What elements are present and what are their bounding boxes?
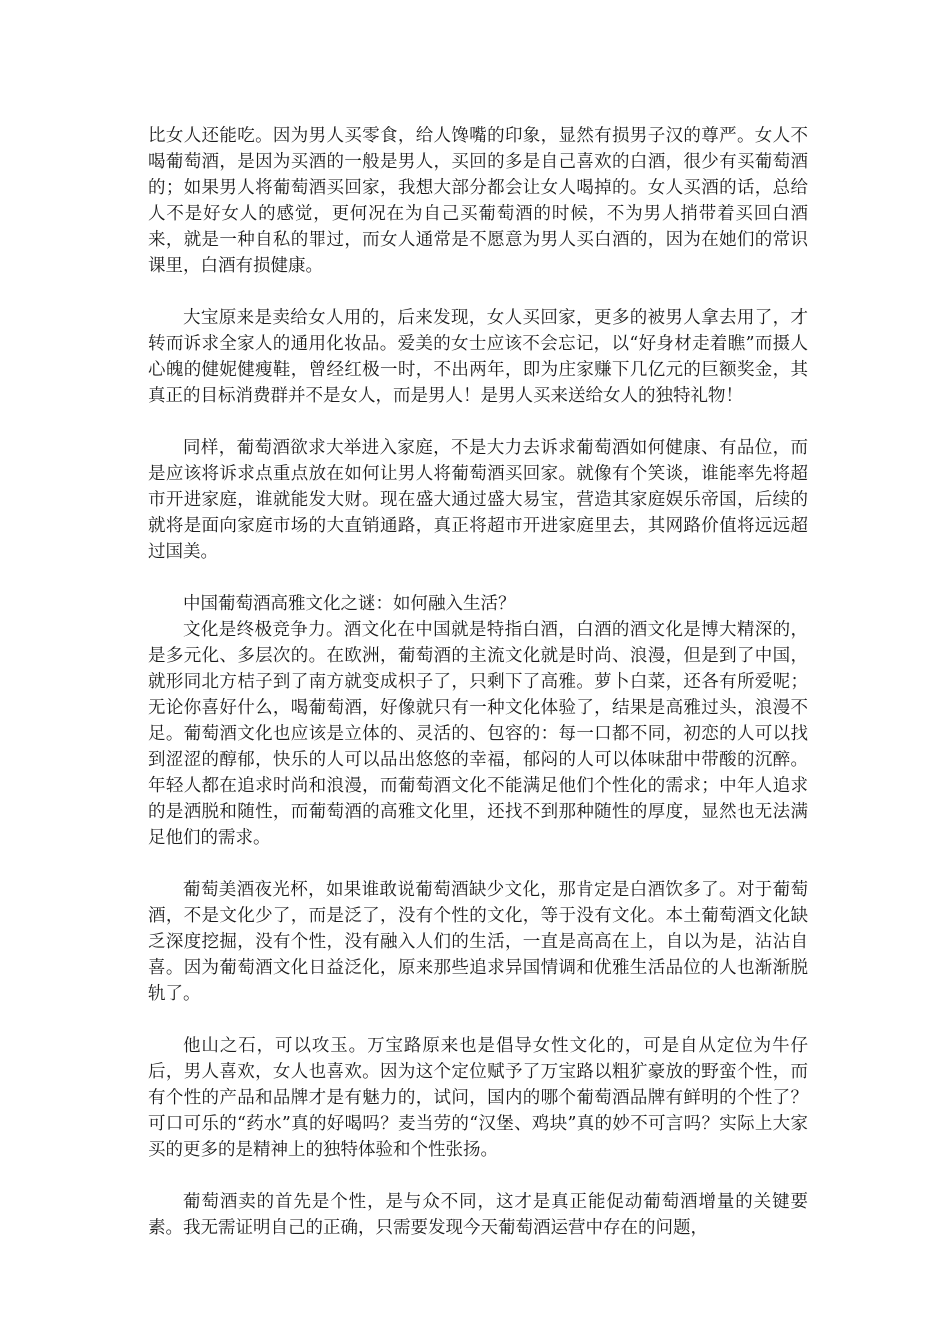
paragraph-5: 葡萄美酒夜光杯，如果谁敢说葡萄酒缺少文化，那肯定是白酒饮多了。对于葡萄酒，不是文化少了，而是泛了，没有个性的文化，等于没有文化。本土葡萄酒文化缺乏深度挖掘，没有个性，没有融入人们的生活，一直是高高在上，自以为是，沾沾自喜。因为葡萄酒文化日益泛化，原来那些追求异国情调和优雅生活品位的人也渐渐脱轨了。 bbox=[148, 880, 808, 1004]
paragraph-6: 他山之石，可以攻玉。万宝路原来也是倡导女性文化的，可是自从定位为牛仔后，男人喜欢，女人也喜欢。因为这个定位赋予了万宝路以粗犷豪放的野蛮个性，而有个性的产品和品牌才是有魅力的，试问，国内的哪个葡萄酒品牌有鲜明的个性了？可口可乐的“药水”真的好喝吗？麦当劳的“汉堡、鸡块”真的妙不可言吗？实际上大家买的更多的是精神上的独特体验和个性张扬。 bbox=[148, 1036, 808, 1160]
section-heading: 中国葡萄酒高雅文化之谜：如何融入生活？ bbox=[183, 594, 516, 614]
paragraph-2: 大宝原来是卖给女人用的，后来发现，女人买回家，更多的被男人拿去用了，才转而诉求全家人的通用化妆品。爱美的女士应该不会忘记，以“好身材走着瞧”而摄人心魄的健妮健瘦鞋，曾经红极一时，不出两年，即为庄家赚下几亿元的巨额奖金，其真正的目标消费群并不是女人，而是男人！是男人买来送给女人的独特礼物！ bbox=[148, 308, 808, 406]
paragraph-7: 葡萄酒卖的首先是个性，是与众不同，这才是真正能促动葡萄酒增量的关键要素。我无需证明自己的正确，只需要发现今天葡萄酒运营中存在的问题， bbox=[148, 1192, 808, 1238]
document-page bbox=[148, 123, 808, 1267]
paragraph-3: 同样，葡萄酒欲求大举进入家庭，不是大力去诉求葡萄酒如何健康、有品位，而是应该将诉求点重点放在如何让男人将葡萄酒买回家。就像有个笑谈，谁能率先将超市开进家庭，谁就能发大财。现在盛大通过盛大易宝，营造其家庭娱乐帝国，后续的就将是面向家庭市场的大直销通路，真正将超市开进家庭里去，其网路价值将远远超过国美。 bbox=[148, 438, 808, 562]
paragraph-4: 文化是终极竞争力。酒文化在中国就是特指白酒，白酒的酒文化是博大精深的，是多元化、多层次的。在欧洲，葡萄酒的主流文化就是时尚、浪漫，但是到了中国，就形同北方桔子到了南方就变成枳子了，只剩下了高雅。萝卜白菜，还各有所爱呢；无论你喜好什么，喝葡萄酒，好像就只有一种文化体验了，结果是高雅过头，浪漫不足。葡萄酒文化也应该是立体的、灵活的、包容的：每一口都不同，初恋的人可以找到涩涩的醇郁，快乐的人可以品出悠悠的幸福，郁闷的人可以体味甜中带酸的沉醉。年轻人都在追求时尚和浪漫，而葡萄酒文化不能满足他们个性化的需求；中年人追求的是洒脱和随性，而葡萄酒的高雅文化里，还找不到那种随性的厚度，显然也无法满足他们的需求。 bbox=[148, 620, 808, 848]
paragraph-1: 比女人还能吃。因为男人买零食，给人馋嘴的印象，显然有损男子汉的尊严。女人不喝葡萄酒，是因为买酒的一般是男人，买回的多是自己喜欢的白酒，很少有买葡萄酒的；如果男人将葡萄酒买回家，我想大部分都会让女人喝掉的。女人买酒的话，总给人不是好女人的感觉，更何况在为自己买葡萄酒的时候，不为男人捎带着买回白酒来，就是一种自私的罪过，而女人通常是不愿意为男人买白酒的，因为在她们的常识课里，白酒有损健康。 bbox=[148, 126, 808, 276]
